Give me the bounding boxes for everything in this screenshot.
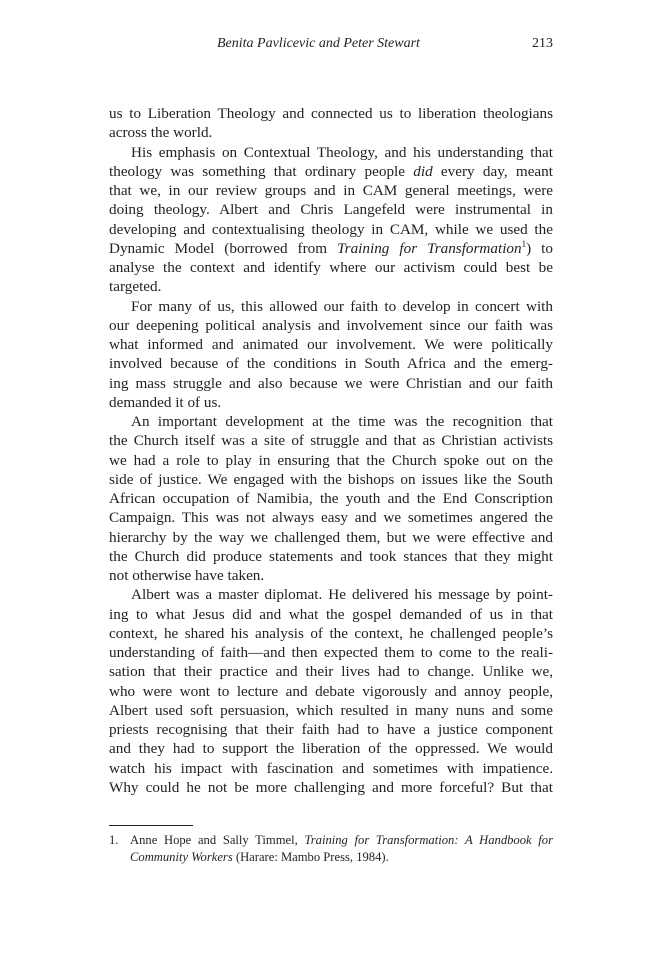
footnote-number: 1. (109, 833, 119, 847)
footnote-divider (109, 825, 193, 826)
text-line: analyse the context and identify where our activism could best be (109, 259, 553, 276)
text-line: Albert used soft persuasion, which resulted in many nuns and some (109, 701, 553, 719)
text-line: African occupation of Namibia, the youth and the End Conscription (109, 490, 553, 507)
paragraph-2 (109, 143, 553, 297)
text-line: watch his impact with fascination and sometimes with impatience. (109, 759, 553, 777)
text-line-with-emphasis (109, 162, 553, 181)
text-line: involved because of the conditions in South Africa and the emerg- (109, 355, 553, 373)
footnote-line (130, 832, 553, 849)
text-line: Campaign. This was not always easy and we sometimes angered the (109, 509, 553, 527)
text-line: priests recognising that their faith had to have a justice component (109, 721, 553, 738)
text-segment: theology was something that ordinary people (109, 162, 414, 180)
text-line: the Church did produce statements and took stances that they might (109, 547, 553, 565)
text-line: Albert was a master diplomat. He delivered his message by point- (131, 586, 553, 604)
text-segment: every day, meant (432, 162, 553, 180)
text-line: understanding of faith—and then expected them to come to the reali- (109, 644, 553, 661)
text-segment: Dynamic Model (borrowed from (109, 239, 338, 257)
text-line: demanded it of us. (109, 393, 222, 411)
cited-title-continued: Community Workers (130, 850, 233, 864)
footnote (109, 832, 553, 866)
text-line: our deepening political analysis and involvement since our faith was (109, 316, 553, 334)
footnote-line (130, 849, 553, 866)
text-line: that we, in our review groups and in CAM general meetings, were (109, 182, 553, 199)
text-line: context, he shared his analysis of the context, he challenged people’s (109, 624, 553, 642)
body-text (109, 104, 553, 797)
text-segment: (Harare: Mambo Press, 1984). (232, 850, 389, 864)
running-header (109, 36, 553, 56)
text-line: not otherwise have taken. (109, 567, 265, 584)
text-line: and they had to support the liberation of the oppressed. We would (109, 740, 553, 758)
text-line: His emphasis on Contextual Theology, and his understanding that (131, 143, 553, 161)
footnote-marker[interactable]: 1 (521, 238, 527, 249)
text-line: sation that their practice and their lives had to change. Unlike we, (109, 663, 553, 681)
text-line: ing mass struggle and also because we were Christian and our faith (109, 374, 553, 392)
footnote-text (130, 832, 553, 866)
text-segment: ) to (526, 239, 553, 257)
text-line: For many of us, this allowed our faith to develop in concert with (131, 297, 553, 315)
cited-title: Training for Transformation: A Handbook for (304, 833, 553, 847)
text-line: targeted. (109, 278, 162, 296)
text-line: across the world. (109, 124, 213, 142)
text-line: ing to what Jesus did and what the gospel demanded of us in that (109, 605, 553, 623)
text-line: doing theology. Albert and Chris Langefeld were instrumental in (109, 201, 553, 219)
text-line: the Church itself was a site of struggle and that as Christian activists (109, 432, 553, 450)
text-line: Why could he not be more challenging and more forceful? But that (109, 778, 553, 796)
text-line-with-citation (109, 239, 553, 258)
page-number: 213 (532, 36, 553, 51)
paragraph-3 (109, 297, 553, 413)
text-line: hierarchy by the way we challenged them, but we were effective and (109, 528, 553, 546)
paragraph-4 (109, 412, 553, 585)
text-line: us to Liberation Theology and connected us to liberation theologians (109, 105, 553, 122)
text-line: developing and contextualising theology in CAM, while we used the (109, 220, 553, 238)
text-segment: Anne Hope and Sally Timmel, (130, 833, 305, 847)
text-line: An important development at the time was the recognition that (131, 413, 553, 430)
paragraph-1 (109, 104, 553, 143)
emphasis-did: did (413, 162, 433, 180)
text-line: what informed and animated our involvement. We were politically (109, 336, 553, 353)
running-header-authors: Benita Pavlicevic and Peter Stewart (217, 36, 420, 51)
text-line: who were wont to lecture and debate vigorously and annoy people, (109, 682, 553, 700)
paragraph-5 (109, 585, 553, 797)
text-line: side of justice. We engaged with the bishops on issues like the South (109, 470, 553, 488)
cited-title: Training for Transformation (337, 239, 522, 257)
text-line: we had a role to play in ensuring that the Church spoke out on the (109, 451, 553, 469)
